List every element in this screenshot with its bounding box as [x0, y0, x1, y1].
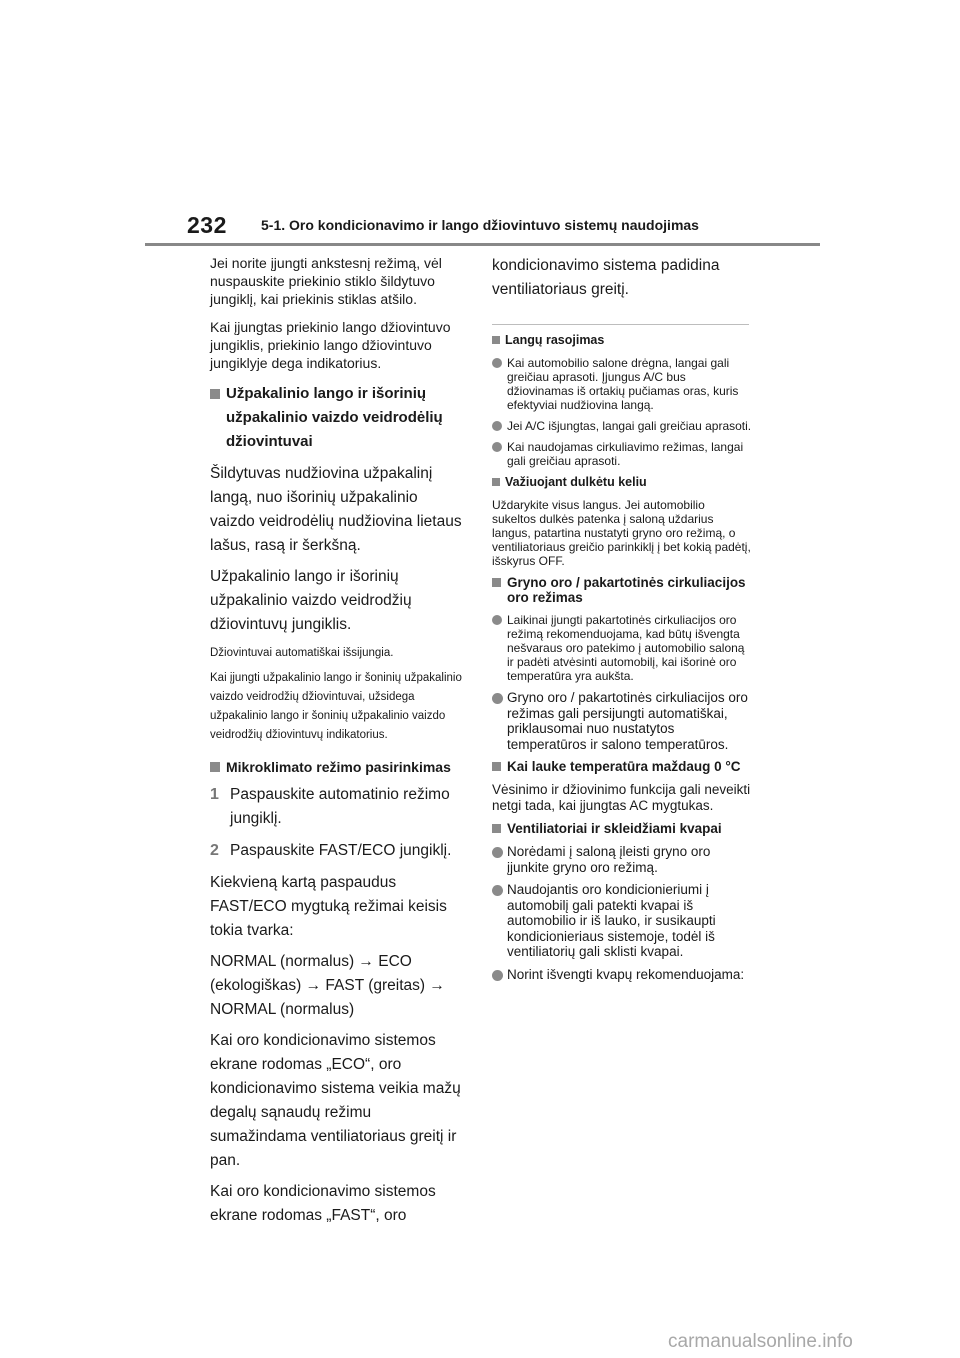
paragraph: NORMAL (normalus) → ECO (ekologiškas) → FAST (greitas) → NORMAL (normalus) — [210, 953, 445, 1018]
divider — [492, 324, 749, 325]
list-item — [492, 882, 752, 960]
list-item-text: Naudojantis oro kondicionieriumi į automobilį gali patekti kvapai iš automobilio ir iš lauko, ir susikaupti kondicionieriaus sistemoje, todėl iš ventiliatorių gali sklisti kvapai. — [507, 882, 716, 959]
section-heading — [492, 475, 752, 490]
list-item — [492, 690, 752, 752]
left-column — [210, 254, 465, 1235]
paragraph: Jei norite įjungti ankstesnį režimą, vėl nuspauskite priekinio stiklo šildytuvo jungiklį, kai priekinis stiklas atšilo. — [210, 255, 442, 307]
list-item-text: Gryno oro / pakartotinės cirkuliacijos oro režimas gali persijungti automatiškai, priklausomai nuo nustatytos temperatūros ir salono temperatūros. — [507, 690, 748, 752]
list-item-text: Kai automobilio salone drėgna, langai gali greičiau aprasoti. Įjungus A/C bus džiovinamas iš ortakių pučiamas oras, kuris efektyviai nudžiovina langą. — [507, 356, 739, 412]
heading-text: Kai lauke temperatūra maždaug 0 °C — [507, 759, 741, 774]
note-paragraph: Džiovintuvai automatiškai išsijungia. — [210, 647, 394, 659]
circle-bullet-icon — [492, 442, 502, 452]
circle-bullet-icon — [492, 970, 503, 981]
paragraph: Vėsinimo ir džiovinimo funkcija gali neveikti netgi tada, kai įjungtas AC mygtukas. — [492, 782, 751, 813]
circle-bullet-icon — [492, 885, 503, 896]
header-rule — [145, 243, 820, 246]
list-item-text: Laikinai įjungti pakartotinės cirkuliacijos oro režimą rekomenduojama, kad būtų išvengta nešvaraus oro patekimo į automobilio saloną ir padėti atvėsinti automobilį, kai išorinė oro temperatūra yra aukšta. — [507, 613, 745, 683]
step-item — [210, 839, 465, 863]
note-paragraph: Kai įjungti užpakalinio lango ir šoninių užpakalinio vaizdo veidrodžių džiovintuvai, užsidega užpakalinio lango ir šoninių užpakalinio vaizdo veidrodžių džiovintuvų indikatorius. — [210, 672, 462, 741]
paragraph: Uždarykite visus langus. Jei automobilio sukeltos dulkės patenka į saloną uždarius langus, patartina nustatyti gryno oro režimą, o ventiliatoriaus greičio parinkiklį į bet kokią padėtį, išskyrus OFF. — [492, 498, 751, 568]
list-item — [492, 613, 752, 683]
list-item-text: Norint išvengti kvapų rekomenduojama: — [507, 966, 745, 982]
step-text: Paspauskite FAST/ECO jungiklį. — [230, 842, 452, 859]
list-item-text: Jei A/C išjungtas, langai gali greičiau aprasoti. — [507, 419, 752, 433]
square-bullet-icon — [492, 824, 501, 833]
section-heading — [210, 382, 465, 454]
page-header — [145, 212, 820, 246]
circle-bullet-icon — [492, 358, 502, 368]
square-bullet-icon — [210, 389, 220, 399]
circle-bullet-icon — [492, 693, 503, 704]
square-bullet-icon — [492, 578, 501, 587]
list-item-text: Norėdami į saloną įleisti gryno oro įjunkite gryno oro režimą. — [507, 844, 711, 875]
paragraph: Kiekvieną kartą paspaudus FAST/ECO mygtuką režimai keisis tokia tvarka: — [210, 874, 447, 939]
heading-text: Langų rasojimas — [505, 333, 605, 347]
square-bullet-icon — [492, 336, 500, 344]
heading-text: Važiuojant dulkėtu keliu — [505, 475, 647, 489]
page-number: 232 — [187, 212, 227, 238]
paragraph: Kai įjungtas priekinio lango džiovintuvo jungiklis, priekinio lango džiovintuvo jungiklyje dega indikatorius. — [210, 319, 451, 371]
circle-bullet-icon — [492, 615, 502, 625]
section-heading — [492, 821, 752, 836]
square-bullet-icon — [492, 762, 501, 771]
paragraph: Užpakalinio lango ir išorinių užpakalinio vaizdo veidrodžių džiovintuvų jungiklis. — [210, 568, 412, 633]
list-item — [492, 967, 752, 983]
watermark-text: carmanualsonline.info — [668, 1331, 853, 1352]
section-title: 5-1. Oro kondicionavimo ir lango džiovintuvo sistemų naudojimas — [261, 217, 699, 233]
square-bullet-icon — [492, 478, 500, 486]
paragraph: Šildytuvas nudžiovina užpakalinį langą, nuo išorinių užpakalinio vaizdo veidrodėlių nudžiovina lietaus lašus, rasą ir šerkšną. — [210, 465, 462, 554]
list-item — [492, 419, 752, 433]
step-item — [210, 783, 465, 831]
heading-text: Užpakalinio lango ir išorinių užpakalinio vaizdo veidrodėlių džiovintuvai — [226, 385, 443, 450]
paragraph: Kai oro kondicionavimo sistemos ekrane rodomas „ECO“, oro kondicionavimo sistema veikia mažų degalų sąnaudų režimu sumažindama ventiliatoriaus greitį ir pan. — [210, 1032, 461, 1169]
list-item — [492, 356, 752, 412]
paragraph: kondicionavimo sistema padidina ventiliatoriaus greitį. — [492, 257, 720, 298]
step-number: 2 — [210, 842, 219, 859]
step-number: 1 — [210, 786, 219, 803]
step-text: Paspauskite automatinio režimo jungiklį. — [230, 786, 450, 827]
heading-text: Ventiliatoriai ir skleidžiami kvapai — [507, 821, 722, 836]
circle-bullet-icon — [492, 847, 503, 858]
list-item — [492, 440, 752, 468]
list-item-text: Kai naudojamas cirkuliavimo režimas, langai gali greičiau aprasoti. — [507, 440, 744, 468]
list-item — [492, 844, 752, 875]
section-heading — [492, 333, 752, 348]
heading-text: Gryno oro / pakartotinės cirkuliacijos oro režimas — [507, 575, 746, 605]
right-column — [492, 254, 752, 989]
heading-text: Mikroklimato režimo pasirinkimas — [226, 759, 451, 775]
circle-bullet-icon — [492, 421, 502, 431]
section-heading — [492, 575, 752, 605]
section-heading — [492, 759, 752, 774]
square-bullet-icon — [210, 762, 220, 772]
section-heading — [210, 757, 465, 777]
paragraph: Kai oro kondicionavimo sistemos ekrane rodomas „FAST“, oro — [210, 1183, 436, 1224]
